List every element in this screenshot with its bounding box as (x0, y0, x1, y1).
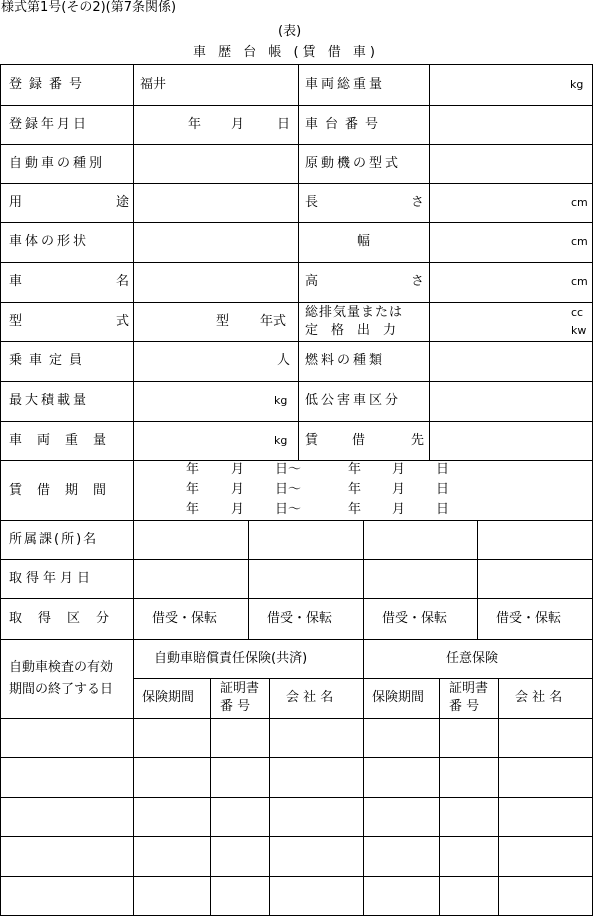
unit-width: cm (571, 235, 588, 248)
row-divider (0, 757, 593, 758)
label-chassis-number: 車台番号 (305, 117, 386, 132)
label-fuel-type: 燃料の種類 (305, 353, 386, 368)
label-engine-model: 原動機の型式 (305, 156, 402, 171)
unit-displacement: cc (571, 306, 584, 319)
date-month: 月 (231, 117, 245, 132)
col-divider (298, 64, 299, 460)
unit-gross-weight: kg (570, 78, 584, 91)
label-registration-number: 登録番号 (9, 77, 90, 92)
label-model-b: 式 (116, 314, 130, 329)
row-divider (0, 836, 593, 837)
unit-vehicle-weight: kg (274, 434, 288, 447)
unit-output: kw (571, 324, 587, 337)
label-voluntary-insurance: 任意保険 (446, 651, 499, 666)
row-divider (0, 598, 593, 599)
label-usage-a: 用 (9, 195, 23, 210)
row-divider (0, 341, 593, 342)
unit-capacity: 人 (277, 353, 291, 368)
label-department: 所属課(所)名 (9, 532, 99, 547)
lease-line-2-d2: 日 (436, 482, 450, 497)
label-rated-output: 定格出力 (305, 323, 410, 338)
row-divider (0, 421, 593, 422)
label-model-a: 型 (9, 314, 23, 329)
col-divider (498, 678, 499, 916)
label-vehicle-type: 自動車の種別 (9, 156, 106, 171)
row-divider (0, 222, 593, 223)
col-header-cert-2a: 証明書 (449, 681, 489, 696)
date-day: 日 (277, 117, 291, 132)
date-year: 年 (188, 117, 202, 132)
label-acquisition-class: 取得区分 (9, 611, 126, 626)
label-registration-date: 登録年月日 (9, 117, 90, 132)
unit-length: cm (571, 196, 588, 209)
unit-max-load: kg (274, 394, 288, 407)
row-divider (0, 183, 593, 184)
label-width: 幅 (357, 234, 371, 249)
col-divider (439, 678, 440, 916)
lease-line-3-m2: 月 (392, 502, 406, 517)
lease-line-2-m2: 月 (392, 482, 406, 497)
row-divider (0, 262, 593, 263)
table-marker: (表) (278, 24, 302, 39)
label-usage-b: 途 (116, 195, 130, 210)
acquisition-option-2: 借受・保転 (267, 611, 333, 626)
table-border-left (0, 64, 1, 916)
label-low-emission: 低公害車区分 (305, 393, 402, 408)
row-divider (0, 639, 593, 640)
label-lessor-b: 借 (352, 433, 366, 448)
col-header-period-1: 保険期間 (142, 690, 195, 705)
lease-line-2-m1: 月 (231, 482, 245, 497)
lease-line-1-d1: 日～ (275, 462, 302, 477)
col-header-company-2: 会 社 名 (515, 690, 563, 705)
label-displacement: 総排気量または (305, 305, 404, 320)
lease-line-1-m2: 月 (392, 462, 406, 477)
lease-line-1-d2: 日 (436, 462, 450, 477)
row-divider (0, 876, 593, 877)
col-divider (363, 520, 364, 916)
lease-line-2-y2: 年 (348, 482, 362, 497)
acquisition-option-4: 借受・保転 (496, 611, 562, 626)
row-divider (0, 559, 593, 560)
col-header-cert-1a: 証明書 (220, 681, 260, 696)
label-inspection-2: 期間の終了する日 (9, 682, 114, 697)
lease-line-2-d1: 日～ (275, 482, 302, 497)
label-lessor-a: 賃 (305, 433, 319, 448)
label-lessor-c: 先 (411, 433, 425, 448)
lease-line-3-d2: 日 (436, 502, 450, 517)
lease-line-3-y2: 年 (348, 502, 362, 517)
row-divider (0, 797, 593, 798)
label-lease-period: 賃借期間 (9, 483, 122, 498)
col-divider (248, 520, 249, 639)
value-model-type: 型 (216, 314, 230, 329)
row-divider (0, 302, 593, 303)
lease-line-1-m1: 月 (231, 462, 245, 477)
col-header-company-1: 会 社 名 (286, 690, 334, 705)
col-header-cert-1b: 番 号 (220, 699, 251, 714)
col-divider (210, 678, 211, 916)
form-label: 様式第1号(その2)(第7条関係) (1, 0, 177, 15)
lease-line-3-y1: 年 (186, 502, 200, 517)
label-body-shape: 車体の形状 (9, 234, 90, 249)
label-inspection-1: 自動車検査の有効 (9, 660, 114, 675)
col-header-period-2: 保険期間 (372, 690, 425, 705)
page-title: 車 歴 台 帳 (賃 借 車) (193, 45, 379, 60)
value-registration-number[interactable]: 福井 (140, 77, 167, 92)
row-divider (0, 460, 593, 461)
col-divider (429, 64, 430, 460)
lease-line-3-m1: 月 (231, 502, 245, 517)
label-vehicle-name-a: 車 (9, 274, 23, 289)
row-divider (0, 381, 593, 382)
unit-height: cm (571, 275, 588, 288)
label-capacity: 乗車定員 (9, 353, 90, 368)
row-divider (0, 520, 593, 521)
lease-line-3-d1: 日～ (275, 502, 302, 517)
acquisition-option-3: 借受・保転 (382, 611, 448, 626)
label-gross-weight: 車両総重量 (305, 77, 386, 92)
label-compulsory-insurance: 自動車賠償責任保険(共済) (154, 651, 308, 666)
col-divider (269, 678, 270, 916)
value-model-year: 年式 (260, 314, 287, 329)
col-divider (133, 64, 134, 916)
row-divider (0, 718, 593, 719)
label-acquisition-date: 取得年月日 (9, 571, 95, 586)
label-height-b: さ (411, 274, 425, 289)
label-vehicle-weight: 車両重量 (9, 433, 122, 448)
acquisition-option-1: 借受・保転 (152, 611, 218, 626)
lease-line-1-y2: 年 (348, 462, 362, 477)
lease-line-2-y1: 年 (186, 482, 200, 497)
label-max-load: 最大積載量 (9, 393, 90, 408)
row-divider (0, 105, 593, 106)
label-length-b: さ (411, 195, 425, 210)
label-height-a: 高 (305, 274, 319, 289)
lease-line-1-y1: 年 (186, 462, 200, 477)
table-border-top (0, 64, 593, 65)
col-divider (477, 520, 478, 639)
label-vehicle-name-b: 名 (116, 274, 130, 289)
col-header-cert-2b: 番 号 (449, 699, 480, 714)
row-divider (0, 144, 593, 145)
label-length-a: 長 (305, 195, 319, 210)
